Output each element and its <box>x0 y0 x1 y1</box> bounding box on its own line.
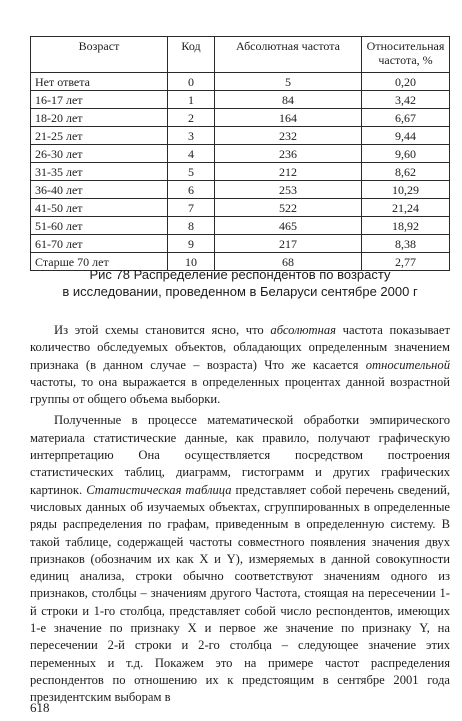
text-run: представляет собой перечень сведений, числовых данных об изучаемых объектах, сгруппированных в определенные ряды распределения по графам, приведенным в определенную систему. В такой таблице, содержащей частоты совместного появления значения двух признаков (обозначим их как X и Y), измеряемых в данной совокупности единиц анализа, строки обычно соответствуют значениям одного из признаков, столбцы – значениям другого Частота, стоящая на пересечении 1-й строки и 1-го столбца, представляет собой число респондентов, имеющих 1-е значение по признаку X и первое же значение по признаку Y, на пересечении 2-й строки и 2-го столбца – следующее значение этих переменных и т.д. Покажем это на примере частот распределения респондентов по отношению их к предстоящим в сентябре 2001 года президентским выборам в <box>30 482 451 705</box>
cell-absolute: 236 <box>215 145 362 163</box>
cell-absolute: 217 <box>215 235 362 253</box>
cell-absolute: 84 <box>215 91 362 109</box>
cell-relative: 10,29 <box>362 181 450 199</box>
cell-age: Старше 70 лет <box>31 253 168 271</box>
cell-absolute: 164 <box>215 109 362 127</box>
text-run: Полученные в процессе математической обработки эмпирического материала статистические данные, как правило, получают графическую интерпретацию Она осуществляется посредством построения статистических таблиц, диаграмм, гистограмм и других графических картинок. <box>30 413 450 497</box>
text-run: частоты, то она выражается в определенных процентах данной возрастной группы от общего объема выборки. <box>30 374 450 407</box>
cell-relative: 21,24 <box>362 199 450 217</box>
emphasis-absolute: абсолютная <box>270 323 336 337</box>
cell-age: Нет ответа <box>31 73 168 91</box>
cell-absolute: 522 <box>215 199 362 217</box>
cell-absolute: 465 <box>215 217 362 235</box>
header-relative-frequency: Относительная частота, % <box>362 37 450 73</box>
cell-code: 3 <box>168 127 215 145</box>
cell-relative: 0,20 <box>362 73 450 91</box>
cell-relative: 6,67 <box>362 109 450 127</box>
table-row <box>31 73 450 91</box>
header-code: Код <box>168 37 215 73</box>
cell-relative: 8,62 <box>362 163 450 181</box>
cell-relative: 9,44 <box>362 127 450 145</box>
cell-code: 8 <box>168 217 215 235</box>
cell-age: 36-40 лет <box>31 181 168 199</box>
cell-age: 16-17 лет <box>31 91 168 109</box>
cell-code: 2 <box>168 109 215 127</box>
cell-age: 21-25 лет <box>31 127 168 145</box>
cell-code: 5 <box>168 163 215 181</box>
cell-age: 18-20 лет <box>31 109 168 127</box>
table-row <box>31 217 450 235</box>
body-text <box>30 322 450 707</box>
table-row <box>31 235 450 253</box>
cell-absolute: 5 <box>215 73 362 91</box>
emphasis-statistical-table: Статистическая таблица <box>86 482 232 497</box>
text-run: частота показывает количество обследуемых объектов, обладающих определенным значением признака (в данном случае – возраста) Что же касается <box>30 323 450 372</box>
header-age: Возраст <box>31 37 168 73</box>
table-row <box>31 91 450 109</box>
table-row <box>31 181 450 199</box>
frequency-table <box>30 36 450 271</box>
table-header-row <box>31 37 450 73</box>
paragraph-1 <box>30 322 450 408</box>
cell-relative: 2,77 <box>362 253 450 271</box>
cell-absolute: 253 <box>215 181 362 199</box>
cell-absolute: 232 <box>215 127 362 145</box>
cell-code: 6 <box>168 181 215 199</box>
caption-line-2: в исследовании, проведенном в Беларуси сентябре 2000 г <box>62 284 418 299</box>
figure-caption <box>30 266 450 300</box>
emphasis-relative: относительной <box>365 357 450 372</box>
cell-age: 26-30 лет <box>31 145 168 163</box>
page-number: 618 <box>30 700 50 715</box>
cell-code: 1 <box>168 91 215 109</box>
table-row <box>31 145 450 163</box>
text-run: Из этой схемы становится ясно, что <box>54 323 271 337</box>
table-row <box>31 199 450 217</box>
cell-relative: 3,42 <box>362 91 450 109</box>
cell-relative: 18,92 <box>362 217 450 235</box>
table-row <box>31 163 450 181</box>
table-row <box>31 127 450 145</box>
cell-relative: 8,38 <box>362 235 450 253</box>
cell-code: 4 <box>168 145 215 163</box>
caption-line-1: Рис 78 Распределение респондентов по возрасту <box>89 267 391 282</box>
cell-age: 41-50 лет <box>31 199 168 217</box>
cell-absolute: 212 <box>215 163 362 181</box>
cell-age: 31-35 лет <box>31 163 168 181</box>
cell-relative: 9,60 <box>362 145 450 163</box>
cell-age: 61-70 лет <box>31 235 168 253</box>
header-absolute-frequency: Абсолютная частота <box>215 37 362 73</box>
cell-code: 9 <box>168 235 215 253</box>
table-row <box>31 109 450 127</box>
cell-absolute: 68 <box>215 253 362 271</box>
paragraph-2 <box>30 412 450 706</box>
cell-code: 10 <box>168 253 215 271</box>
cell-age: 51-60 лет <box>31 217 168 235</box>
cell-code: 0 <box>168 73 215 91</box>
cell-code: 7 <box>168 199 215 217</box>
